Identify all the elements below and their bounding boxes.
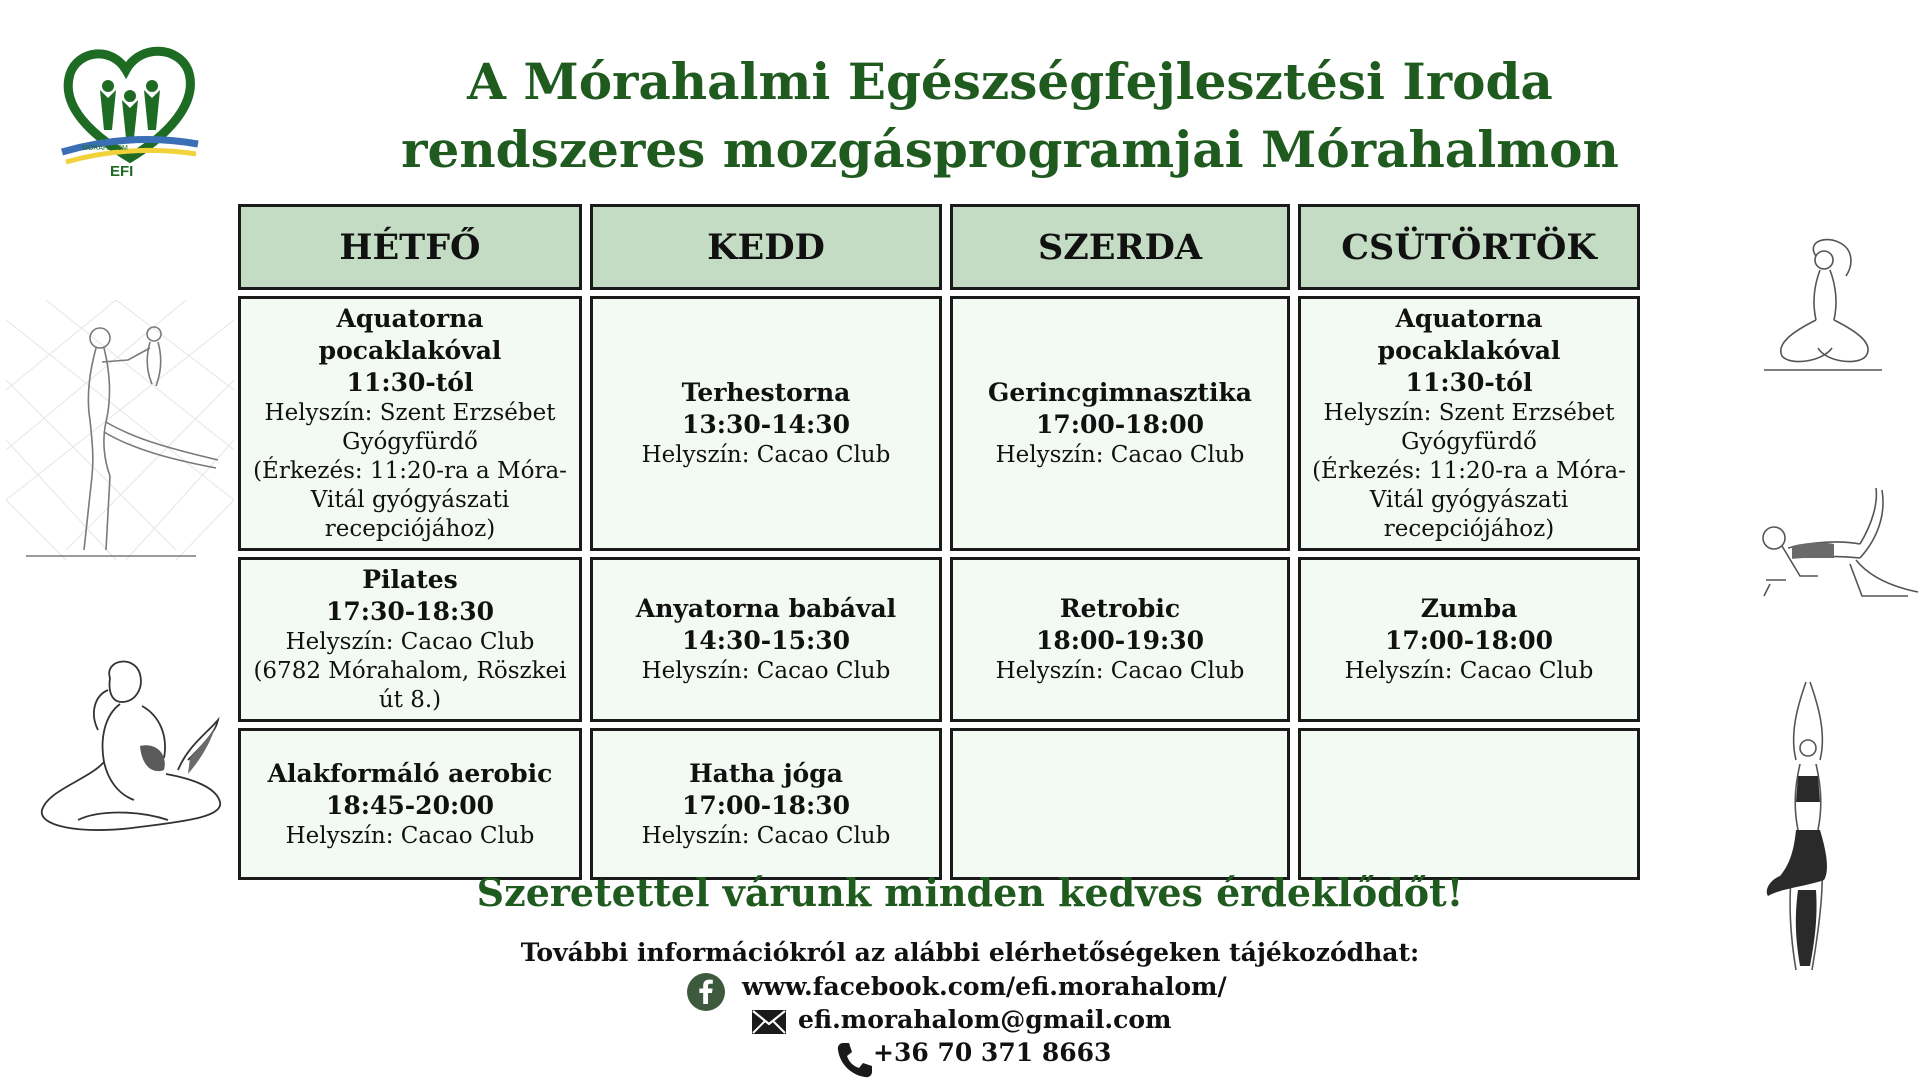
mother-holding-baby-illustration (6, 300, 234, 570)
logo-text: EFI (110, 163, 134, 180)
activity-name: Gerincgimnasztika (988, 378, 1252, 407)
schedule-cell (950, 296, 1290, 551)
activity-time: 11:30-tól (1405, 368, 1533, 397)
schedule-cell (950, 557, 1290, 722)
activity-time: 11:30-tól (346, 368, 474, 397)
activity-time: 17:00-18:00 (1385, 626, 1553, 655)
day-header-monday: HÉTFŐ (238, 204, 582, 290)
activity-note: (Érkezés: 11:20-ra a Móra-Vitál gyógyászati recepciójához) (253, 458, 567, 542)
activity-name: Aquatorna pocaklakóval (318, 304, 502, 365)
pregnant-woman-sitting-illustration (38, 650, 228, 850)
activity-name: Terhestorna (681, 378, 851, 407)
activity-name: Hatha jóga (689, 758, 843, 788)
activity-time: 17:00-18:30 (682, 790, 850, 820)
yoga-seated-stretch-illustration (1762, 236, 1884, 378)
activity-time: 17:00-18:00 (1036, 410, 1204, 439)
activity-name: Anyatorna babával (635, 594, 897, 623)
schedule-cell (1298, 557, 1640, 722)
schedule-cell (238, 728, 582, 880)
schedule-cell (590, 557, 942, 722)
activity-note: (6782 Mórahalom, Röszkei út 8.) (253, 658, 567, 713)
schedule-cell (238, 296, 582, 551)
activity-name: Aquatorna pocaklakóval (1377, 304, 1561, 365)
activity-name: Retrobic (1059, 594, 1181, 623)
phone-icon (834, 1040, 874, 1080)
activity-time: 14:30-15:30 (682, 626, 850, 655)
schedule-cell-empty (950, 728, 1290, 880)
title-line-2: rendszeres mozgásprogramjai Mórahalmon (401, 120, 1619, 179)
activity-location: Helyszín: Cacao Club (995, 442, 1245, 468)
activity-name: Alakformáló aerobic (267, 758, 553, 788)
schedule-row (238, 557, 1640, 722)
day-header-tuesday: KEDD (590, 204, 942, 290)
activity-location: Helyszín: Szent Erzsébet Gyógyfürdő (264, 400, 556, 455)
welcome-message: Szeretettel várunk minden kedves érdeklődőt! (476, 870, 1464, 915)
facebook-icon (686, 972, 726, 1012)
activity-time: 17:30-18:30 (326, 597, 494, 626)
efi-logo (60, 40, 200, 180)
activity-location: Helyszín: Cacao Club (641, 442, 891, 468)
email-link[interactable]: efi.morahalom@gmail.com (798, 1005, 1172, 1034)
page-title (260, 48, 1760, 184)
activity-location: Helyszín: Cacao Club (1344, 658, 1594, 684)
activity-location: Helyszín: Cacao Club (995, 658, 1245, 684)
logo-arc-text: MÓRAHALOM (82, 145, 128, 152)
activity-time: 18:00-19:30 (1036, 626, 1204, 655)
activity-location: Helyszín: Cacao Club (285, 629, 535, 655)
schedule-row (238, 728, 1640, 880)
activity-name: Pilates (362, 565, 458, 594)
activity-time: 13:30-14:30 (682, 410, 850, 439)
schedule-cell (590, 728, 942, 880)
activity-name: Zumba (1420, 594, 1518, 623)
schedule-cell (1298, 296, 1640, 551)
schedule-table (230, 198, 1648, 886)
activity-location: Helyszín: Cacao Club (641, 822, 891, 849)
phone-link[interactable]: +36 70 371 8663 (873, 1038, 1112, 1067)
schedule-cell (238, 557, 582, 722)
activity-location: Helyszín: Cacao Club (285, 822, 535, 849)
day-header-wednesday: SZERDA (950, 204, 1290, 290)
schedule-cell-empty (1298, 728, 1640, 880)
activity-time: 18:45-20:00 (326, 790, 494, 820)
activity-location: Helyszín: Szent Erzsébet Gyógyfürdő (1323, 400, 1615, 455)
facebook-link[interactable]: www.facebook.com/efi.morahalom/ (742, 972, 1227, 1001)
activity-note: (Érkezés: 11:20-ra a Móra-Vitál gyógyászati recepciójához) (1312, 458, 1626, 542)
activity-location: Helyszín: Cacao Club (641, 658, 891, 684)
schedule-cell (590, 296, 942, 551)
day-header-row (238, 204, 1640, 290)
envelope-icon (752, 1010, 786, 1034)
day-header-thursday: CSÜTÖRTÖK (1298, 204, 1640, 290)
yoga-tree-pose-illustration (1760, 680, 1856, 976)
yoga-kneeling-leg-raise-illustration (1752, 484, 1920, 610)
info-text: További információkról az alábbi elérhetőségeken tájékozódhat: (520, 938, 1420, 967)
title-line-1: A Mórahalmi Egészségfejlesztési Iroda (467, 52, 1553, 111)
schedule-row (238, 296, 1640, 551)
